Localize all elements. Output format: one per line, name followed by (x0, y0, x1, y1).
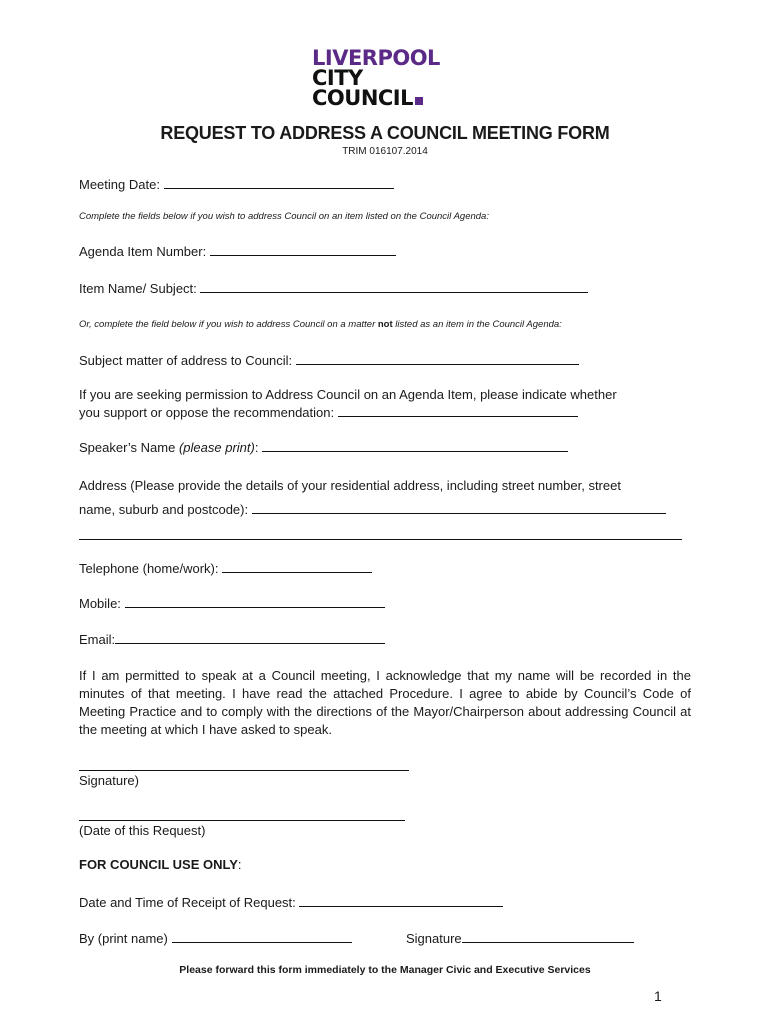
logo-line-2: CITY (312, 66, 363, 90)
address-row (79, 501, 666, 517)
request-date-label: (Date of this Request) (79, 823, 206, 838)
telephone-label: Telephone (home/work): (79, 561, 219, 576)
speaker-row (79, 439, 568, 455)
permission-line-1: If you are seeking permission to Address Council on an Agenda Item, please indicate whether (79, 387, 617, 402)
print-name-field[interactable] (172, 930, 352, 943)
signature-line[interactable] (79, 770, 409, 771)
council-use-heading (79, 857, 242, 872)
agenda-note: Complete the fields below if you wish to address Council on an item listed on the Council Agenda: (79, 211, 489, 222)
logo-line-1: LIVERPOOL (312, 46, 440, 70)
telephone-field[interactable] (222, 560, 372, 573)
subject-row (79, 352, 579, 368)
item-name-row (79, 280, 588, 296)
request-date-line[interactable] (79, 820, 405, 821)
other-note-not: not (377, 319, 393, 330)
mobile-field[interactable] (125, 595, 385, 608)
staff-signature-row (406, 930, 634, 946)
signature-label: Signature) (79, 773, 139, 788)
mobile-label: Mobile: (79, 596, 121, 611)
acknowledgement-text: If I am permitted to speak at a Council meeting, I acknowledge that my name will be recorded in the minutes of that meeting. I have read the attached Procedure. I agree to abide by Council’s Code of Meeting Practice and to comply with the directions of the Mayor/Chairperson about addressing Council at the meeting at which I have asked to speak. (79, 668, 691, 737)
subject-label: Subject matter of address to Council: (79, 353, 293, 368)
print-name-row (79, 930, 352, 946)
speaker-colon: : (254, 440, 259, 455)
council-use-text: FOR COUNCIL USE ONLY (79, 857, 238, 872)
email-row (79, 631, 385, 647)
permission-row (79, 404, 578, 420)
logo-square-icon (415, 97, 423, 105)
staff-signature-label: Signature (406, 931, 462, 946)
receipt-row (79, 894, 503, 910)
address-field-1[interactable] (252, 501, 666, 514)
other-matter-note (79, 319, 562, 330)
council-logo (312, 48, 472, 108)
logo-line-3: COUNCIL (312, 86, 413, 110)
meeting-date-row (79, 176, 394, 192)
receipt-label: Date and Time of Receipt of Request: (79, 895, 296, 910)
council-use-colon: : (237, 857, 242, 872)
speaker-name-field[interactable] (262, 439, 568, 452)
subject-field[interactable] (296, 352, 579, 365)
form-title: REQUEST TO ADDRESS A COUNCIL MEETING FORM (160, 123, 610, 143)
staff-signature-field[interactable] (462, 930, 634, 943)
permission-label: you support or oppose the recommendation: (79, 405, 335, 420)
item-name-field[interactable] (200, 280, 588, 293)
speaker-note: (please print) (178, 440, 255, 455)
mobile-row (79, 595, 385, 611)
address-field-2[interactable] (79, 539, 682, 540)
address-line-1: Address (Please provide the details of your residential address, including street number, street (79, 478, 621, 493)
email-label: Email: (79, 632, 116, 647)
agenda-item-row (79, 243, 396, 259)
email-field[interactable] (115, 631, 385, 644)
page-number: 1 (654, 988, 662, 1004)
agenda-item-label: Agenda Item Number: (79, 244, 207, 259)
other-note-part-b: listed as an item in the Council Agenda: (392, 319, 562, 330)
speaker-label: Speaker’s Name (79, 440, 179, 455)
address-label: name, suburb and postcode): (79, 502, 249, 517)
meeting-date-field[interactable] (164, 176, 394, 189)
receipt-field[interactable] (299, 894, 503, 907)
meeting-date-label: Meeting Date: (79, 177, 160, 192)
other-note-part-a: Or, complete the field below if you wish to address Council on a matter (79, 319, 378, 330)
item-name-label: Item Name/ Subject: (79, 281, 197, 296)
support-oppose-field[interactable] (338, 404, 578, 417)
trim-reference: TRIM 016107.2014 (342, 146, 428, 157)
agenda-item-field[interactable] (210, 243, 396, 256)
footer-instruction: Please forward this form immediately to the Manager Civic and Executive Services (179, 964, 591, 976)
print-name-label: By (print name) (79, 931, 168, 946)
telephone-row (79, 560, 372, 576)
